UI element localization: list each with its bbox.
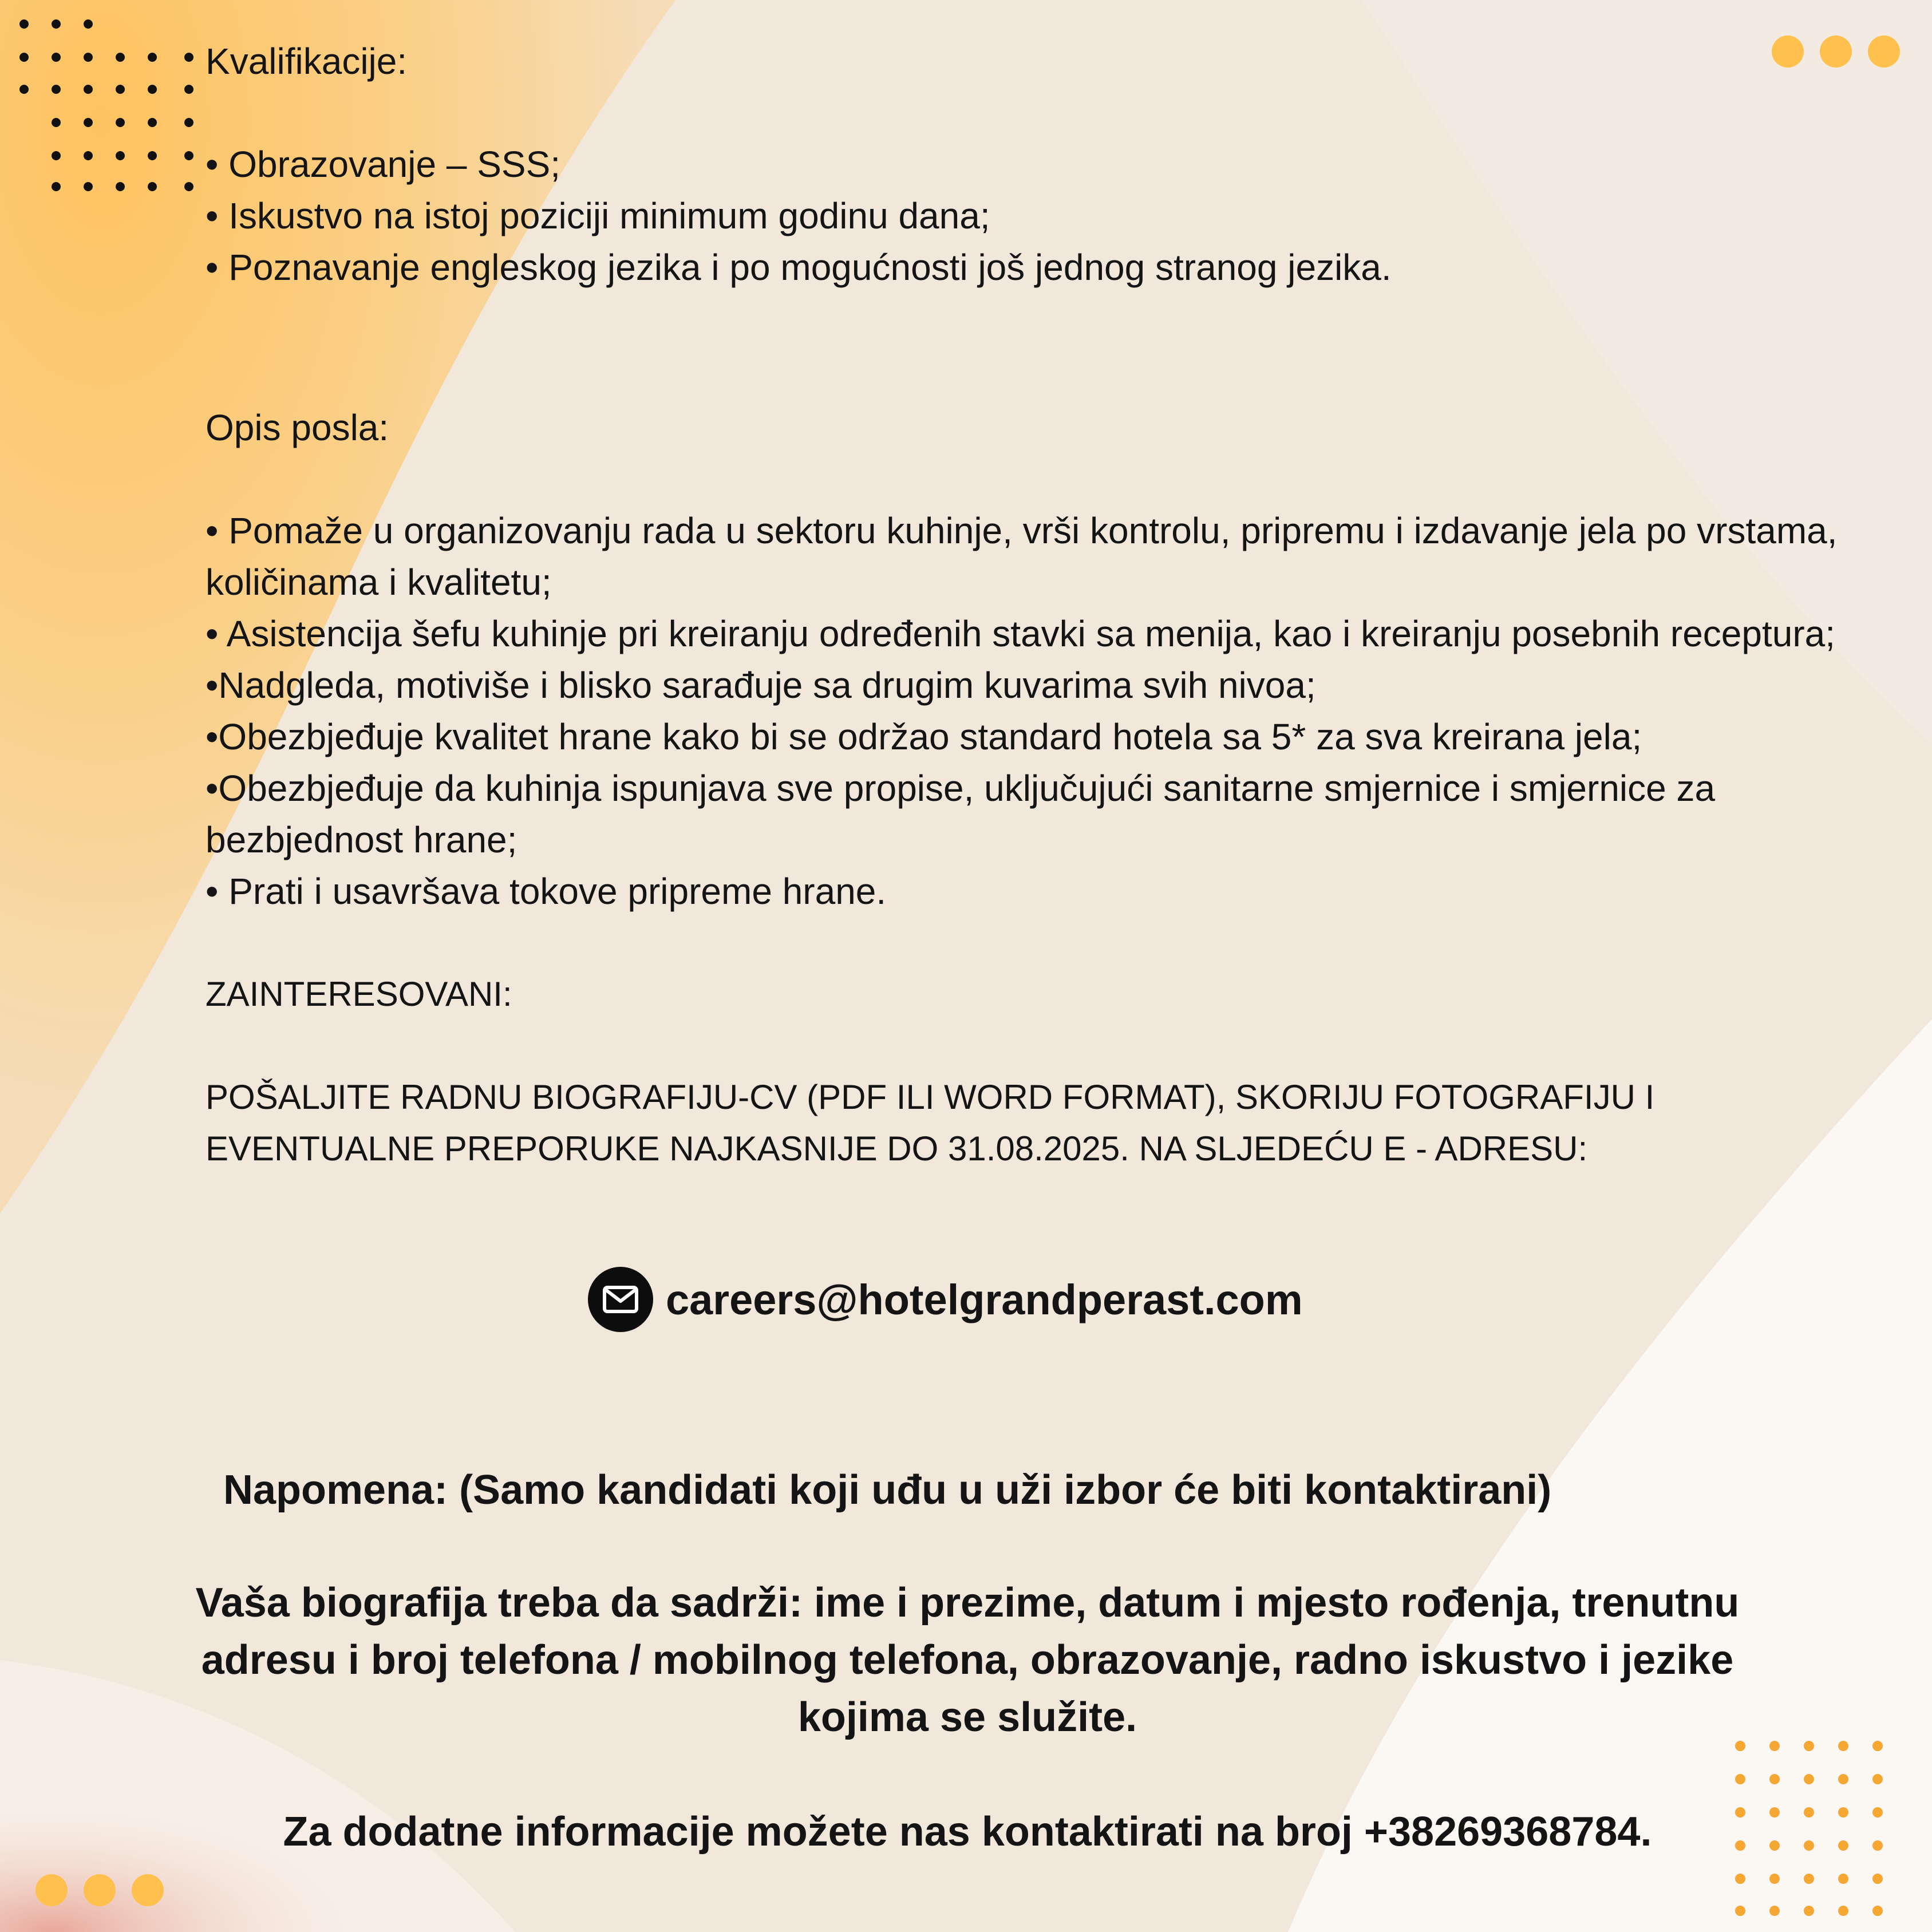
interested-section (206, 969, 1900, 1175)
job-description-heading: Opis posla: (206, 407, 389, 448)
qualification-item: • Iskustvo na istoj poziciji minimum godinu dana; (206, 195, 990, 236)
shortlist-note: Napomena: (Samo kandidati koji uđu u uži izbor će biti kontaktirani) (223, 1467, 1552, 1513)
phone-contact: Za dodatne informacije možete nas kontaktirati na broj +38269368784. (283, 1809, 1652, 1855)
dot-pattern-top-left (11, 11, 206, 200)
job-description-section (206, 402, 1900, 917)
duty-item: • Asistencija šefu kuhinje pri kreiranju određenih stavki sa menija, kao i kreiranju posebnih receptura; (206, 613, 1836, 654)
job-posting-content (206, 35, 1900, 1175)
qualification-item: • Poznavanje engleskog jezika i po mogućnosti još jednog stranog jezika. (206, 247, 1392, 288)
circles-bottom-left (35, 1874, 164, 1906)
duty-item: •Obezbjeđuje da kuhinja ispunjava sve propise, uključujući sanitarne smjernice i smjernice za bezbjednost hrane; (206, 768, 1725, 860)
duty-item: •Obezbjeđuje kvalitet hrane kako bi se održao standard hotela sa 5* za sva kreirana jela; (206, 716, 1642, 757)
decor-circle (35, 1874, 68, 1906)
email-contact (588, 1267, 1303, 1332)
duty-item: •Nadgleda, motiviše i blisko sarađuje sa drugim kuvarima svih nivoa; (206, 665, 1316, 706)
decor-circle (84, 1874, 116, 1906)
qualifications-heading: Kvalifikacije: (206, 41, 408, 82)
duty-item: • Pomaže u organizovanju rada u sektoru kuhinje, vrši kontrolu, pripremu i izdavanje jela po vrstama, količinama i kvalitetu; (206, 510, 1848, 603)
qualification-item: • Obrazovanje – SSS; (206, 144, 561, 185)
application-instructions: POŠALJITE RADNU BIOGRAFIJU-CV (PDF ILI WORD FORMAT), SKORIJU FOTOGRAFIJU I EVENTUALNE PREPORUKE NAJKASNIJE DO 31.08.2025. NA SLJEDEĆU E - ADRESU: (206, 1078, 1655, 1168)
email-link[interactable]: careers@hotelgrandperast.com (666, 1275, 1303, 1323)
qualifications-section (206, 35, 1900, 293)
decor-circle (132, 1874, 164, 1906)
envelope-icon (588, 1267, 653, 1332)
interested-heading: ZAINTERESOVANI: (206, 975, 512, 1013)
biography-requirements: Vaša biografija treba da sadrži: ime i prezime, datum i mjesto rođenja, trenutnu adresu i broj telefona / mobilnog telefona, obrazovanje, radno iskustvo i jezike kojima se služite. (195, 1580, 1740, 1740)
duty-item: • Prati i usavršava tokove pripreme hrane. (206, 871, 887, 912)
